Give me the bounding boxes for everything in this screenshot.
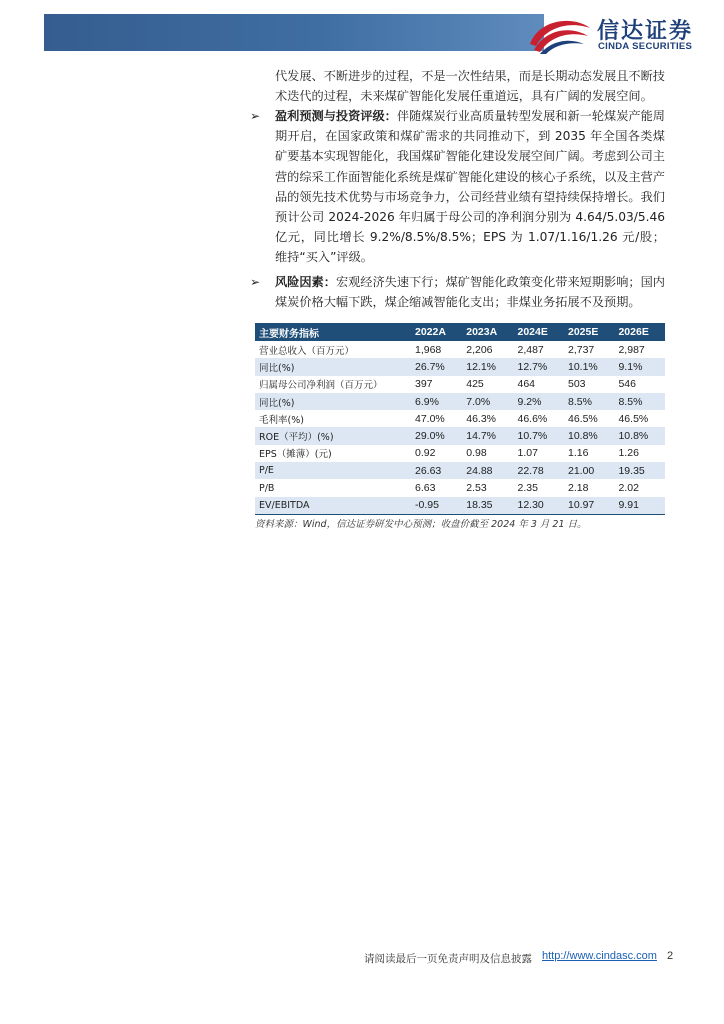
forecast-text: 伴随煤炭行业高质量转型发展和新一轮煤炭产能周期开启，在国家政策和煤矿需求的共同推动下，到 2035 年全国各类煤矿要基本实现智能化，我国煤矿智能化建设发展空间广阔。考虑到公司主营的综采工作面智能化系统是煤矿智能化建设的核心子系统，以及主营产品的领先技术优势与市场竞争力，公司经营业绩有望持续保持增长。我们预计公司 2024-2026 年归属于母公司的净利润分别为 4.64/5.03/5.46 亿元，同比增长 9.2%/8.5%/8.5%；EPS 为 1.07/1.16/1.26 元/股；维持“买入”评级。 <box>275 109 665 265</box>
financial-indicators-table <box>255 323 665 515</box>
table-header-year: 2023A <box>462 323 513 341</box>
table-header-year: 2022A <box>411 323 462 341</box>
intro-paragraph: 代发展、不断进步的过程，不是一次性结果，而是长期动态发展且不断技术迭代的过程，未来煤矿智能化发展任重道远，具有广阔的发展空间。 <box>275 69 665 104</box>
table-cell: 10.97 <box>564 497 614 515</box>
table-cell: 1,968 <box>411 341 462 358</box>
table-cell: 425 <box>462 376 513 393</box>
table-cell: 18.35 <box>462 497 513 515</box>
logo-chinese-name: 信达证券 <box>597 19 694 44</box>
table-cell: 9.91 <box>614 497 665 515</box>
table-cell: 21.00 <box>564 462 614 479</box>
table-cell: 46.3% <box>462 410 513 427</box>
table-cell: 0.92 <box>411 445 462 462</box>
table-cell: 12.7% <box>514 358 564 375</box>
table-cell: 10.7% <box>514 427 564 444</box>
table-header-year: 2024E <box>514 323 564 341</box>
source-note: 资料来源：Wind，信达证券研发中心预测；收盘价截至 2024 年 3 月 21 日。 <box>255 519 587 530</box>
table-cell: 46.5% <box>564 410 614 427</box>
header-banner <box>44 14 544 51</box>
table-header-label: 主要财务指标 <box>255 323 411 341</box>
table-row-label: P/B <box>255 479 411 496</box>
risk-paragraph <box>275 272 665 312</box>
table-cell: 46.5% <box>614 410 665 427</box>
cinda-logo-icon <box>528 14 592 54</box>
table-cell: 6.9% <box>411 393 462 410</box>
table-cell: 6.63 <box>411 479 462 496</box>
table-cell: 19.35 <box>614 462 665 479</box>
table-cell: 24.88 <box>462 462 513 479</box>
table-cell: 2.02 <box>614 479 665 496</box>
table-cell: 14.7% <box>462 427 513 444</box>
table-cell: 12.30 <box>514 497 564 515</box>
table-row <box>255 376 665 393</box>
table-cell: 503 <box>564 376 614 393</box>
table-cell: 2,487 <box>514 341 564 358</box>
forecast-heading: 盈利预测与投资评级： <box>275 109 397 123</box>
table-header-row <box>255 323 665 341</box>
bullet-arrow-icon: ➢ <box>250 275 261 289</box>
table-cell: 2,206 <box>462 341 513 358</box>
footer-website-link[interactable]: http://www.cindasc.com <box>542 950 657 962</box>
table-cell: 9.2% <box>514 393 564 410</box>
table-cell: 22.78 <box>514 462 564 479</box>
table-row-label: 同比(%) <box>255 393 411 410</box>
table-row <box>255 341 665 358</box>
table-cell: 10.8% <box>564 427 614 444</box>
table-cell: 10.1% <box>564 358 614 375</box>
table-header-year: 2025E <box>564 323 614 341</box>
table-row <box>255 410 665 427</box>
table-cell: 10.8% <box>614 427 665 444</box>
table-row <box>255 358 665 375</box>
table-row-label: EPS（摊薄）(元) <box>255 445 411 462</box>
forecast-paragraph <box>275 106 665 268</box>
table-row-label: 归属母公司净利润（百万元） <box>255 376 411 393</box>
table-cell: 1.07 <box>514 445 564 462</box>
table-cell: 2.53 <box>462 479 513 496</box>
logo-english-name: CINDA SECURITIES <box>598 41 693 52</box>
table-cell: 1.16 <box>564 445 614 462</box>
table-cell: 26.63 <box>411 462 462 479</box>
table-cell: 2.35 <box>514 479 564 496</box>
risk-text: 宏观经济失速下行；煤矿智能化政策变化带来短期影响；国内煤炭价格大幅下跌，煤企缩减智能化支出；非煤业务拓展不及预期。 <box>275 275 665 310</box>
table-cell: 12.1% <box>462 358 513 375</box>
table-row <box>255 479 665 496</box>
table-cell: 2,737 <box>564 341 614 358</box>
table-cell: 26.7% <box>411 358 462 375</box>
table-row-label: P/E <box>255 462 411 479</box>
table-row-label: 营业总收入（百万元） <box>255 341 411 358</box>
table-header-year: 2026E <box>614 323 665 341</box>
table-row-label: EV/EBITDA <box>255 497 411 515</box>
table-row <box>255 393 665 410</box>
footer-disclaimer: 请阅读最后一页免责声明及信息披露 <box>364 953 532 965</box>
table-row <box>255 445 665 462</box>
table-cell: 8.5% <box>564 393 614 410</box>
table-cell: 464 <box>514 376 564 393</box>
table-cell: 546 <box>614 376 665 393</box>
table-cell: 0.98 <box>462 445 513 462</box>
table-cell: 397 <box>411 376 462 393</box>
table-cell: 7.0% <box>462 393 513 410</box>
table-cell: 2,987 <box>614 341 665 358</box>
risk-heading: 风险因素： <box>275 275 336 289</box>
page-number: 2 <box>667 950 674 962</box>
table-row-label: 同比(%) <box>255 358 411 375</box>
table-row <box>255 462 665 479</box>
table-cell: 8.5% <box>614 393 665 410</box>
table-row <box>255 497 665 515</box>
table-body <box>255 341 665 514</box>
table-cell: 2.18 <box>564 479 614 496</box>
table-cell: 46.6% <box>514 410 564 427</box>
table-row <box>255 427 665 444</box>
table-row-label: ROE（平均）(%) <box>255 427 411 444</box>
table-cell: 1.26 <box>614 445 665 462</box>
table-cell: 29.0% <box>411 427 462 444</box>
bullet-arrow-icon: ➢ <box>250 109 261 123</box>
table-cell: 9.1% <box>614 358 665 375</box>
table-cell: -0.95 <box>411 497 462 515</box>
table-row-label: 毛利率(%) <box>255 410 411 427</box>
table-cell: 47.0% <box>411 410 462 427</box>
